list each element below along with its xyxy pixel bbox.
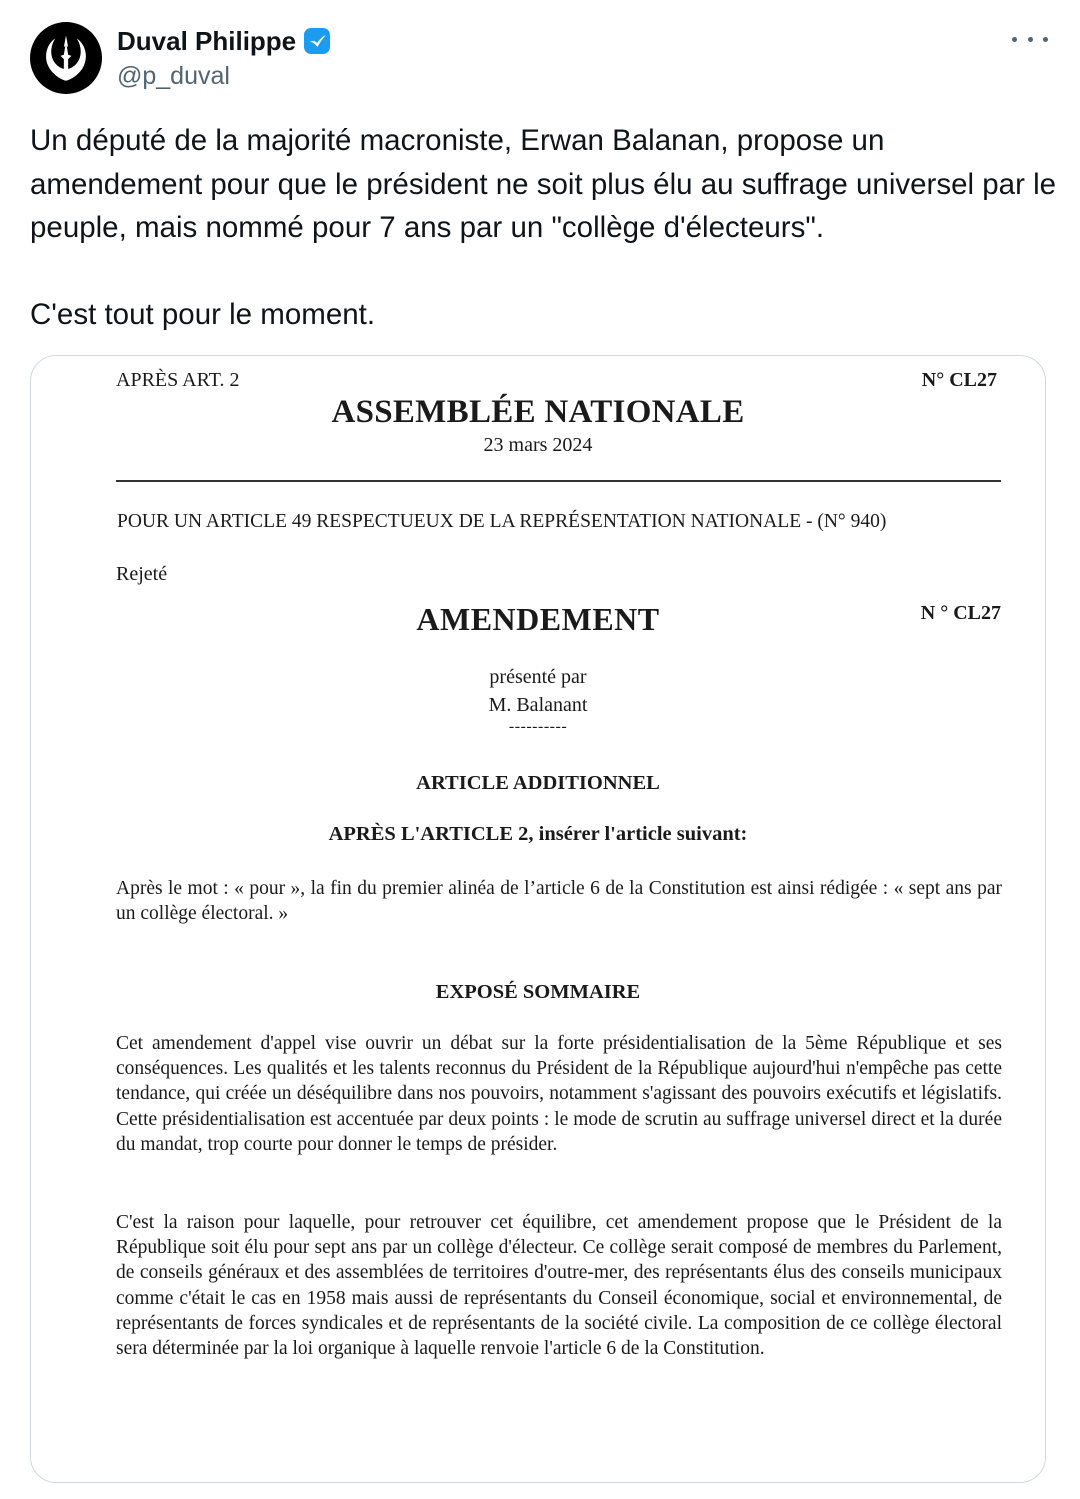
doc-article-heading: ARTICLE ADDITIONNEL bbox=[416, 772, 660, 794]
doc-apres-art: APRÈS ART. 2 bbox=[116, 369, 240, 391]
tweet-paragraph: C'est tout pour le moment. bbox=[30, 297, 376, 331]
verified-badge-icon bbox=[302, 26, 332, 56]
attached-document-image[interactable] bbox=[30, 355, 1046, 1483]
doc-heading: AMENDEMENT bbox=[416, 601, 660, 637]
tweet-paragraph: Un député de la majorité macroniste, Erwan Balanan, propose un amendement pour que le président ne soit plus élu au suffrage universel par le peuple, mais nommé pour 7 ans par un "collège d'électeurs". bbox=[30, 124, 1057, 244]
doc-number-mid: N ° CL27 bbox=[920, 602, 1001, 624]
doc-instruction: APRÈS L'ARTICLE 2, insérer l'article suivant: bbox=[328, 823, 748, 845]
tweet-text bbox=[30, 119, 1060, 336]
rebel-alliance-icon bbox=[39, 31, 93, 85]
doc-date: 23 mars 2024 bbox=[483, 434, 593, 456]
doc-separator: ---------- bbox=[508, 718, 568, 735]
doc-bill-title: POUR UN ARTICLE 49 RESPECTUEUX DE LA REPRÉSENTATION NATIONALE - (N° 940) bbox=[117, 511, 887, 532]
doc-divider bbox=[116, 480, 1001, 482]
author-handle[interactable]: @p_duval bbox=[117, 62, 230, 90]
doc-summary-paragraph: Cet amendement d'appel vise ouvrir un débat sur la forte présidentialisation de la 5ème République et ses conséquences. Les qualités et les talents reconnus du Président de la République aujourd'hui n'empêche pas cette tendance, qui créée un déséquilibre dans nos pouvoirs, notamment s'agissant des pouvoirs exécutifs et législatifs. Cette présidentialisation est accentuée par deux points : le mode de scrutin au suffrage universel direct et la durée du mandat, trop courte pour donner le temps de présider. bbox=[116, 1033, 1002, 1155]
doc-presented-by: présenté par bbox=[489, 666, 587, 688]
more-options-icon[interactable] bbox=[1012, 26, 1048, 52]
doc-author: M. Balanant bbox=[488, 694, 588, 716]
doc-summary-heading: EXPOSÉ SOMMAIRE bbox=[435, 981, 641, 1003]
more-dot bbox=[1043, 37, 1048, 42]
doc-institution: ASSEMBLÉE NATIONALE bbox=[331, 394, 745, 430]
author-name[interactable]: Duval Philippe bbox=[117, 25, 297, 56]
doc-amendment-text: Après le mot : « pour », la fin du premier alinéa de l’article 6 de la Constitution est ainsi rédigée : « sept ans par un collège électoral. » bbox=[116, 878, 1002, 925]
doc-number-top: N° CL27 bbox=[921, 369, 997, 391]
doc-summary-paragraph: C'est la raison pour laquelle, pour retrouver cet équilibre, cet amendement propose que le Président de la République soit élu pour sept ans par un collège d'électeur. Ce collège serait composé de membres du Parlement, de conseils généraux et des assemblées de territoires d'outre-mer, des représentants élus des conseils municipaux comme c'était le cas en 1958 mais aussi de représentants du Conseil économique, social et environnemental, de représentants de forces syndicales et de représentants de la société civile. La composition de ce collège électoral sera déterminée par la loi organique à laquelle renvoie l'article 6 de la Constitution. bbox=[116, 1212, 1002, 1360]
author-name-row bbox=[117, 24, 332, 58]
more-dot bbox=[1012, 37, 1017, 42]
doc-status: Rejeté bbox=[116, 563, 168, 585]
avatar[interactable] bbox=[30, 22, 102, 94]
more-dot bbox=[1028, 37, 1033, 42]
